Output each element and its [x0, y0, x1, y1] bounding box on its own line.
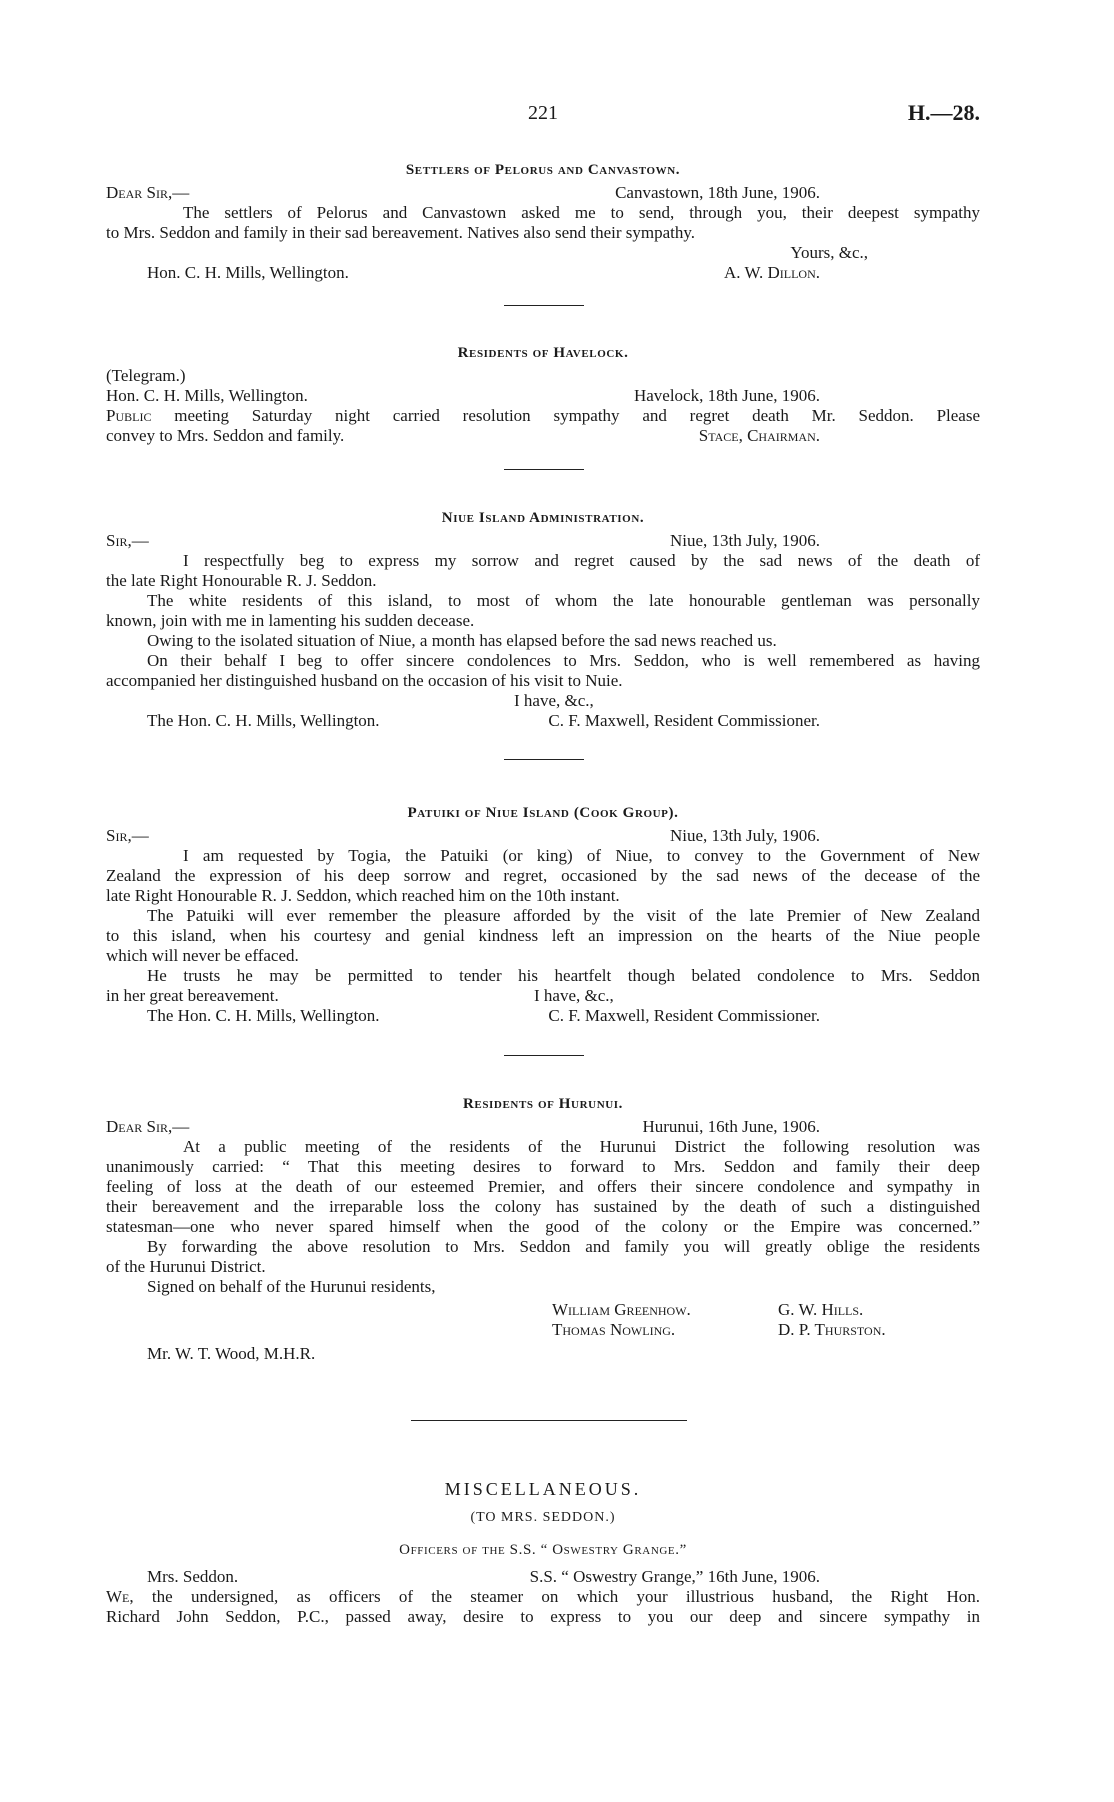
miscellaneous-subtitle: (TO MRS. SEDDON.): [470, 1510, 616, 1525]
salutation: Dear Sir,—: [106, 183, 190, 202]
body-line: feeling of loss at the death of our esteemed Premier, and offers their sincere condolence and sympathy in: [106, 1177, 980, 1196]
body-line: unanimously carried: “ That this meeting desires to forward to Mrs. Seddon and family their deep: [106, 1157, 980, 1176]
addressee: Mr. W. T. Wood, M.H.R.: [147, 1344, 316, 1363]
salutation: Sir,—: [106, 826, 149, 845]
signer: Thomas Nowling.: [552, 1320, 676, 1339]
body-line: Public meeting Saturday night carried resolution sympathy and regret death Mr. Seddon. Please: [106, 406, 980, 425]
body-line: which will never be effaced.: [106, 946, 299, 965]
signature: C. F. Maxwell, Resident Commissioner.: [548, 711, 820, 730]
body-line: to Mrs. Seddon and family in their sad bereavement. Natives also send their sympathy.: [106, 223, 696, 242]
signature: C. F. Maxwell, Resident Commissioner.: [548, 1006, 820, 1025]
body-line: Richard John Seddon, P.C., passed away, desire to express to you our deep and sincere sympathy in: [106, 1607, 980, 1626]
salutation: Dear Sir,—: [106, 1117, 190, 1136]
signer: G. W. Hills.: [778, 1300, 864, 1319]
body-line: their bereavement and the irreparable loss the colony has sustained by the death of such a distinguished: [106, 1197, 980, 1216]
body-line: I am requested by Togia, the Patuiki (or king) of Niue, to convey to the Government of New: [183, 846, 980, 865]
miscellaneous-title: MISCELLANEOUS.: [444, 1479, 642, 1499]
place-date: S.S. “ Oswestry Grange,” 16th June, 1906.: [529, 1567, 820, 1586]
place-date: Niue, 13th July, 1906.: [669, 826, 820, 845]
body-line: Signed on behalf of the Hurunui residents,: [147, 1277, 436, 1296]
addressee: The Hon. C. H. Mills, Wellington.: [147, 1006, 380, 1025]
body-line: in her great bereavement.: [106, 986, 279, 1005]
telegram-note: (Telegram.): [106, 366, 186, 385]
addressee: The Hon. C. H. Mills, Wellington.: [147, 711, 380, 730]
section-heading-oswestry: Officers of the S.S. “ Oswestry Grange.”: [399, 1542, 687, 1558]
section-heading-niue-administration: Niue Island Administration.: [441, 510, 645, 526]
body-line: of the Hurunui District.: [106, 1257, 266, 1276]
body-line: We, the undersigned, as officers of the steamer on which your illustrious husband, the Right Hon.: [106, 1587, 980, 1606]
page-number: 221: [528, 102, 558, 124]
section-heading-pelorus: Settlers of Pelorus and Canvastown.: [405, 162, 681, 178]
body-line: convey to Mrs. Seddon and family.: [106, 426, 345, 445]
body-line: to this island, when his courtesy and genial kindness left an impression on the hearts of the Niue people: [106, 926, 980, 945]
signature: A. W. Dillon.: [724, 263, 820, 282]
section-divider: [504, 305, 584, 306]
addressee: Hon. C. H. Mills, Wellington.: [147, 263, 349, 282]
body-line: The Patuiki will ever remember the pleasure afforded by the visit of the late Premier of New Zealand: [147, 906, 980, 925]
signature: Stace, Chairman.: [698, 426, 820, 445]
document-page: [106, 0, 980, 1802]
body-line: He trusts he may be permitted to tender his heartfelt though belated condolence to Mrs. Seddon: [147, 966, 980, 985]
body-line: the late Right Honourable R. J. Seddon.: [106, 571, 377, 590]
signer: D. P. Thurston.: [778, 1320, 886, 1339]
body-line: I respectfully beg to express my sorrow and regret caused by the sad news of the death of: [183, 551, 980, 570]
place-date: Hurunui, 16th June, 1906.: [642, 1117, 820, 1136]
addressee: Mrs. Seddon.: [147, 1567, 239, 1586]
body-line: By forwarding the above resolution to Mrs. Seddon and family you will greatly oblige the residents: [147, 1237, 980, 1256]
body-line: Owing to the isolated situation of Niue, a month has elapsed before the sad news reached us.: [147, 631, 777, 650]
section-divider: [504, 469, 584, 470]
closing: I have, &c.,: [514, 691, 594, 710]
addressee: Hon. C. H. Mills, Wellington.: [106, 386, 308, 405]
body-line: statesman—one who never spared himself when the good of the colony or the Empire was concerned.”: [106, 1217, 980, 1236]
body-line: late Right Honourable R. J. Seddon, which reached him on the 10th instant.: [106, 886, 620, 905]
place-date: Havelock, 18th June, 1906.: [633, 386, 820, 405]
section-heading-havelock: Residents of Havelock.: [457, 345, 629, 361]
document-reference: H.—28.: [907, 100, 980, 125]
body-line: At a public meeting of the residents of the Hurunui District the following resolution was: [183, 1137, 980, 1156]
body-line: Zealand the expression of his deep sorrow and regret, occasioned by the sad news of the decease of the: [106, 866, 980, 885]
section-divider: [504, 759, 584, 760]
signer: William Greenhow.: [552, 1300, 691, 1319]
body-line: The white residents of this island, to most of whom the late honourable gentleman was personally: [147, 591, 980, 610]
salutation: Sir,—: [106, 531, 149, 550]
body-line: On their behalf I beg to offer sincere condolences to Mrs. Seddon, who is well remembered as having: [147, 651, 980, 670]
section-heading-patuiki: Patuiki of Niue Island (Cook Group).: [407, 805, 679, 821]
closing: Yours, &c.,: [790, 243, 868, 262]
body-line: The settlers of Pelorus and Canvastown asked me to send, through you, their deepest sympathy: [183, 203, 980, 222]
closing: I have, &c.,: [534, 986, 614, 1005]
major-divider: [411, 1420, 687, 1421]
section-divider: [504, 1055, 584, 1056]
place-date: Niue, 13th July, 1906.: [669, 531, 820, 550]
body-line: known, join with me in lamenting his sudden decease.: [106, 611, 475, 630]
section-heading-hurunui: Residents of Hurunui.: [462, 1096, 624, 1112]
place-date: Canvastown, 18th June, 1906.: [615, 183, 820, 202]
body-line: accompanied her distinguished husband on the occasion of his visit to Nuie.: [106, 671, 623, 690]
